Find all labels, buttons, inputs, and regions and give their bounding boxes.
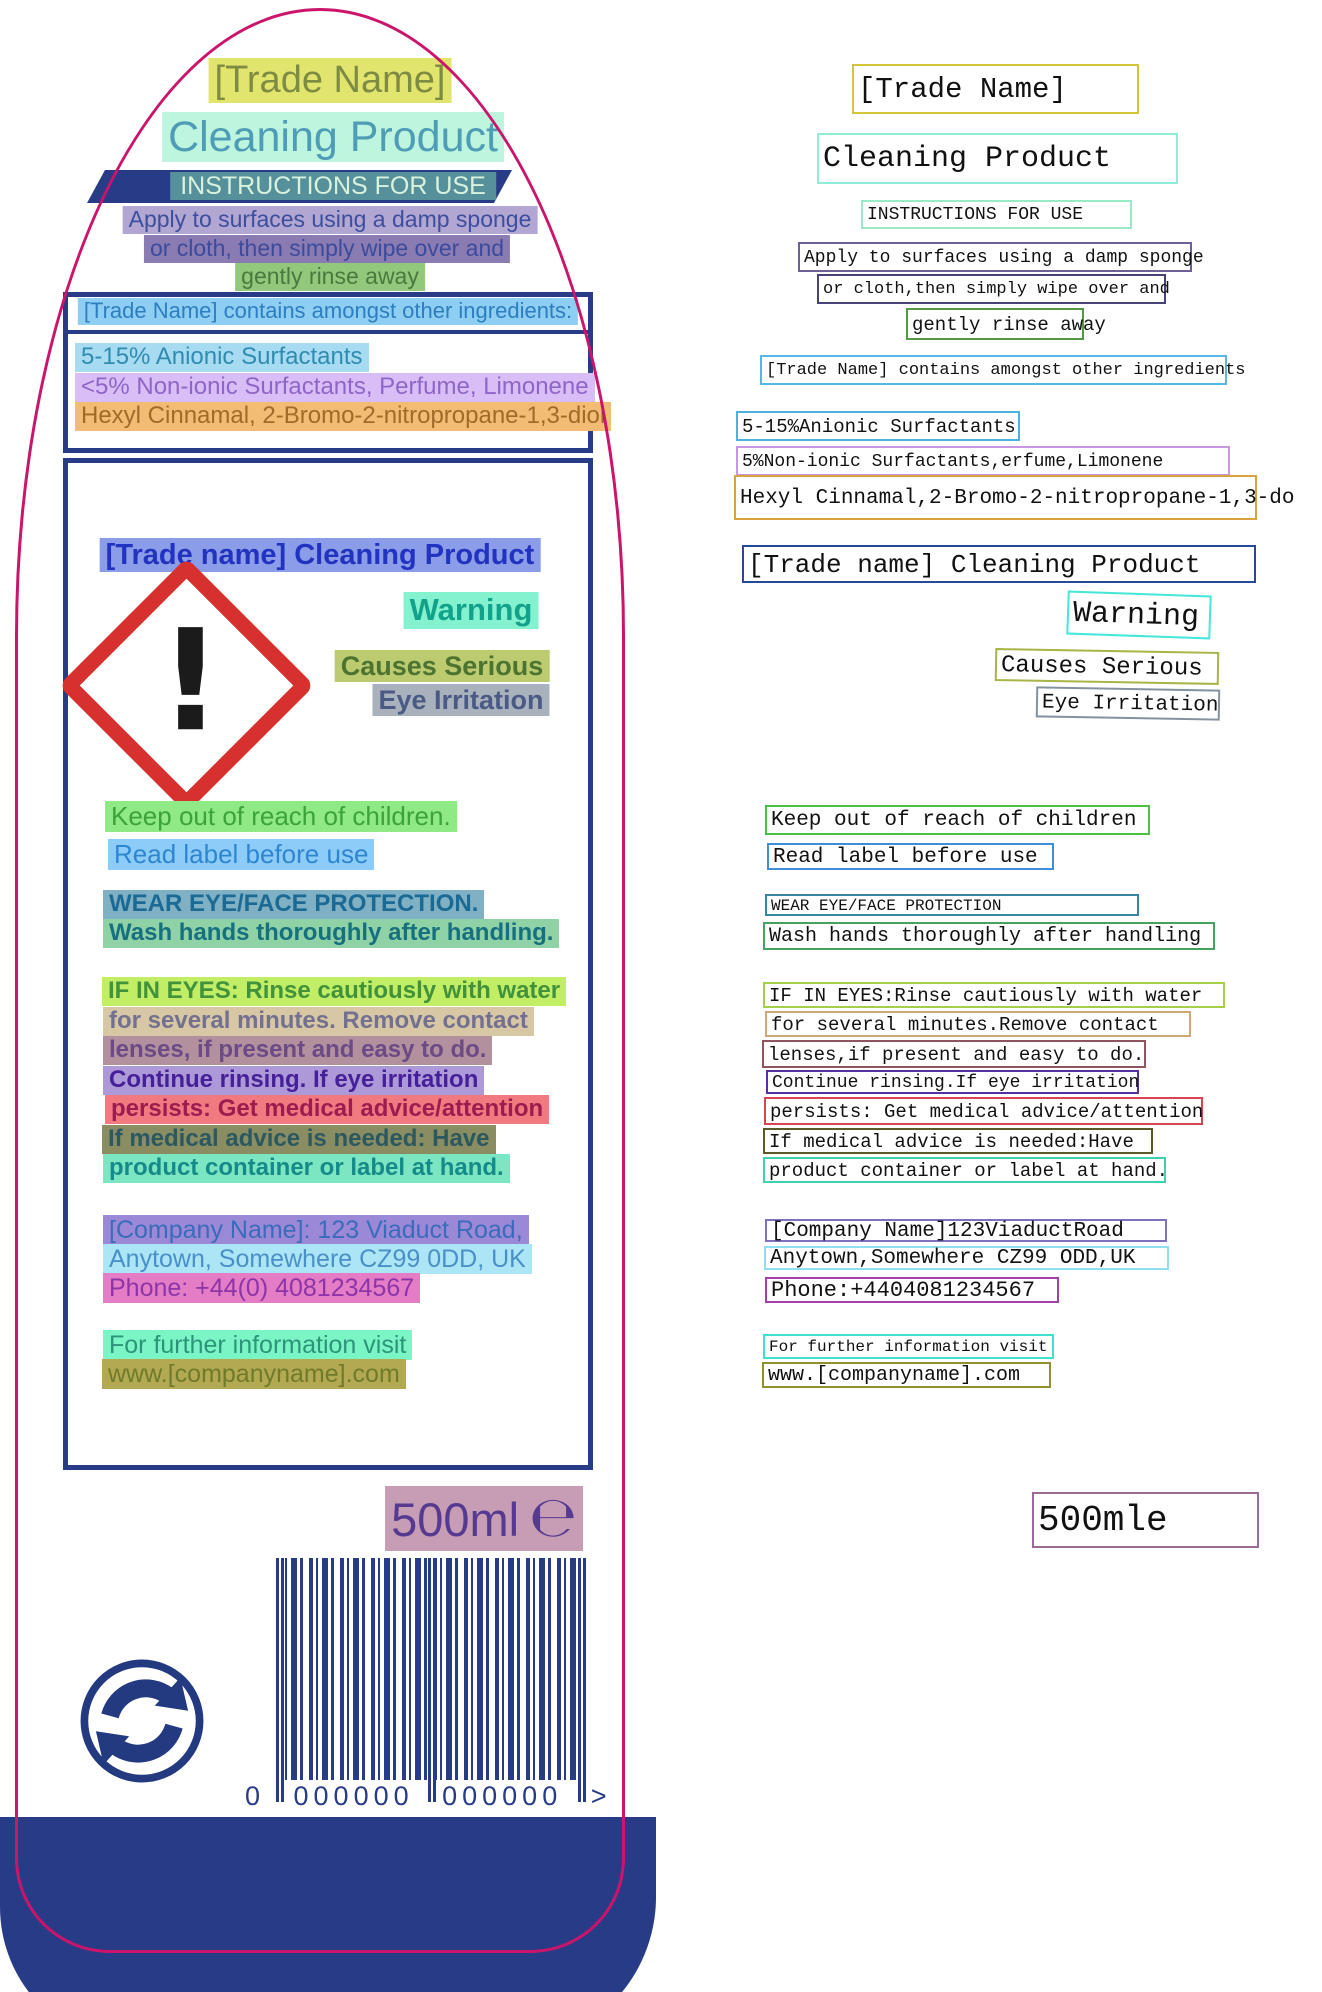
instruction-line: or cloth, then simply wipe over and	[144, 235, 510, 263]
precaution-line: Keep out of reach of children.	[105, 801, 457, 832]
ingredient-line: Hexyl Cinnamal, 2-Bromo-2-nitropropane-1,3-diol	[75, 402, 611, 431]
instruction-line: Apply to surfaces using a damp sponge	[123, 206, 538, 234]
ocr-hazard-statement: Causes Serious	[995, 648, 1220, 685]
barcode-digits: 0 000000 000000 >	[245, 1781, 612, 1811]
ocr-info-line: www.[companyname].com	[762, 1362, 1051, 1388]
ocr-company-line: Phone:+4404081234567	[765, 1277, 1059, 1303]
ocr-product-type: Cleaning Product	[817, 133, 1178, 184]
ocr-precaution-line: lenses,if present and easy to do.	[762, 1040, 1146, 1068]
ocr-trade-name: [Trade Name]	[852, 64, 1139, 114]
precaution-line: IF IN EYES: Rinse cautiously with water	[102, 977, 566, 1006]
barcode-guard	[578, 1558, 586, 1802]
ocr-hazard-product-title: [Trade name] Cleaning Product	[742, 545, 1256, 583]
ocr-ingredients-heading: [Trade Name] contains amongst other ingredients	[760, 355, 1227, 385]
ocr-precaution-line: persists: Get medical advice/attention	[764, 1097, 1203, 1125]
precaution-line: WEAR EYE/FACE PROTECTION.	[103, 890, 484, 919]
hazard-product-title: [Trade name] Cleaning Product	[100, 538, 541, 572]
ocr-precaution-line: IF IN EYES:Rinse cautiously with water	[763, 982, 1225, 1008]
ocr-precaution-line: Continue rinsing.If eye irritation	[766, 1070, 1139, 1094]
ocr-company-line: Anytown,Somewhere CZ99 ODD,UK	[764, 1246, 1169, 1270]
ocr-precaution-line: Wash hands thoroughly after handling	[763, 922, 1215, 950]
estimated-sign: ℮	[529, 1485, 577, 1550]
company-line: Phone: +44(0) 4081234567	[103, 1273, 420, 1303]
barcode-guard	[428, 1558, 436, 1802]
ocr-volume: 500mle	[1032, 1492, 1259, 1548]
ocr-precaution-line: Keep out of reach of children	[765, 805, 1150, 835]
ocr-company-line: [Company Name]123ViaductRoad	[765, 1219, 1167, 1242]
hazard-statement: Eye Irritation	[372, 684, 549, 716]
company-line: Anytown, Somewhere CZ99 0DD, UK	[103, 1244, 532, 1274]
instruction-line: gently rinse away	[235, 263, 425, 291]
ingredients-divider	[66, 330, 590, 334]
ocr-signal-word: Warning	[1066, 591, 1211, 640]
ocr-precaution-line: WEAR EYE/FACE PROTECTION	[765, 894, 1139, 916]
bottle-cap	[0, 1817, 656, 1992]
ocr-instruction-line: or cloth,then simply wipe over and	[817, 274, 1166, 304]
ocr-precaution-line: for several minutes.Remove contact	[765, 1011, 1191, 1037]
hazard-statement: Causes Serious	[335, 650, 550, 682]
precaution-line: persists: Get medical advice/attention	[105, 1095, 549, 1124]
ocr-precaution-line: Read label before use	[767, 843, 1054, 870]
barcode-guard	[276, 1558, 284, 1802]
precaution-line: for several minutes. Remove contact	[103, 1007, 534, 1036]
signal-word: Warning	[404, 592, 539, 629]
ingredient-line: <5% Non-ionic Surfactants, Perfume, Limonene	[75, 373, 595, 402]
info-line: For further information visit	[103, 1330, 412, 1360]
ocr-info-line: For further information visit	[763, 1334, 1054, 1359]
precaution-line: Wash hands thoroughly after handling.	[103, 919, 559, 948]
info-line: www.[companyname].com	[102, 1359, 406, 1389]
precaution-line: lenses, if present and easy to do.	[103, 1036, 492, 1065]
precaution-line: product container or label at hand.	[103, 1154, 510, 1183]
ocr-instruction-line: Apply to surfaces using a damp sponge	[798, 242, 1192, 272]
trade-name: [Trade Name]	[209, 58, 452, 103]
product-type: Cleaning Product	[162, 112, 504, 162]
ocr-ingredient-line: Hexyl Cinnamal,2-Bromo-2-nitropropane-1,3-do	[734, 475, 1257, 520]
ghs-exclamation-mark-icon: !	[59, 558, 315, 814]
green-dot-recycling-icon	[78, 1657, 206, 1785]
ocr-ingredient-line: 5-15%Anionic Surfactants	[736, 411, 1020, 441]
ocr-hazard-statement: Eye Irritation	[1036, 686, 1221, 720]
precaution-line: If medical advice is needed: Have	[102, 1125, 496, 1154]
ocr-instructions-header: INSTRUCTIONS FOR USE	[861, 200, 1132, 229]
ocr-ingredient-line: 5%Non-ionic Surfactants,erfume,Limonene	[736, 446, 1230, 476]
precaution-line: Read label before use	[108, 839, 374, 870]
ingredient-line: 5-15% Anionic Surfactants	[75, 343, 369, 372]
ingredients-heading: [Trade Name] contains amongst other ingredients:	[78, 298, 578, 325]
ocr-precaution-line: product container or label at hand.	[763, 1157, 1166, 1183]
volume: 500ml ℮	[385, 1486, 583, 1551]
company-line: [Company Name]: 123 Viaduct Road,	[103, 1215, 529, 1245]
ocr-instruction-line: gently rinse away	[906, 308, 1084, 340]
ocr-precaution-line: If medical advice is needed:Have	[763, 1128, 1153, 1154]
precaution-line: Continue rinsing. If eye irritation	[103, 1066, 484, 1095]
instructions-header: INSTRUCTIONS FOR USE	[170, 172, 496, 200]
